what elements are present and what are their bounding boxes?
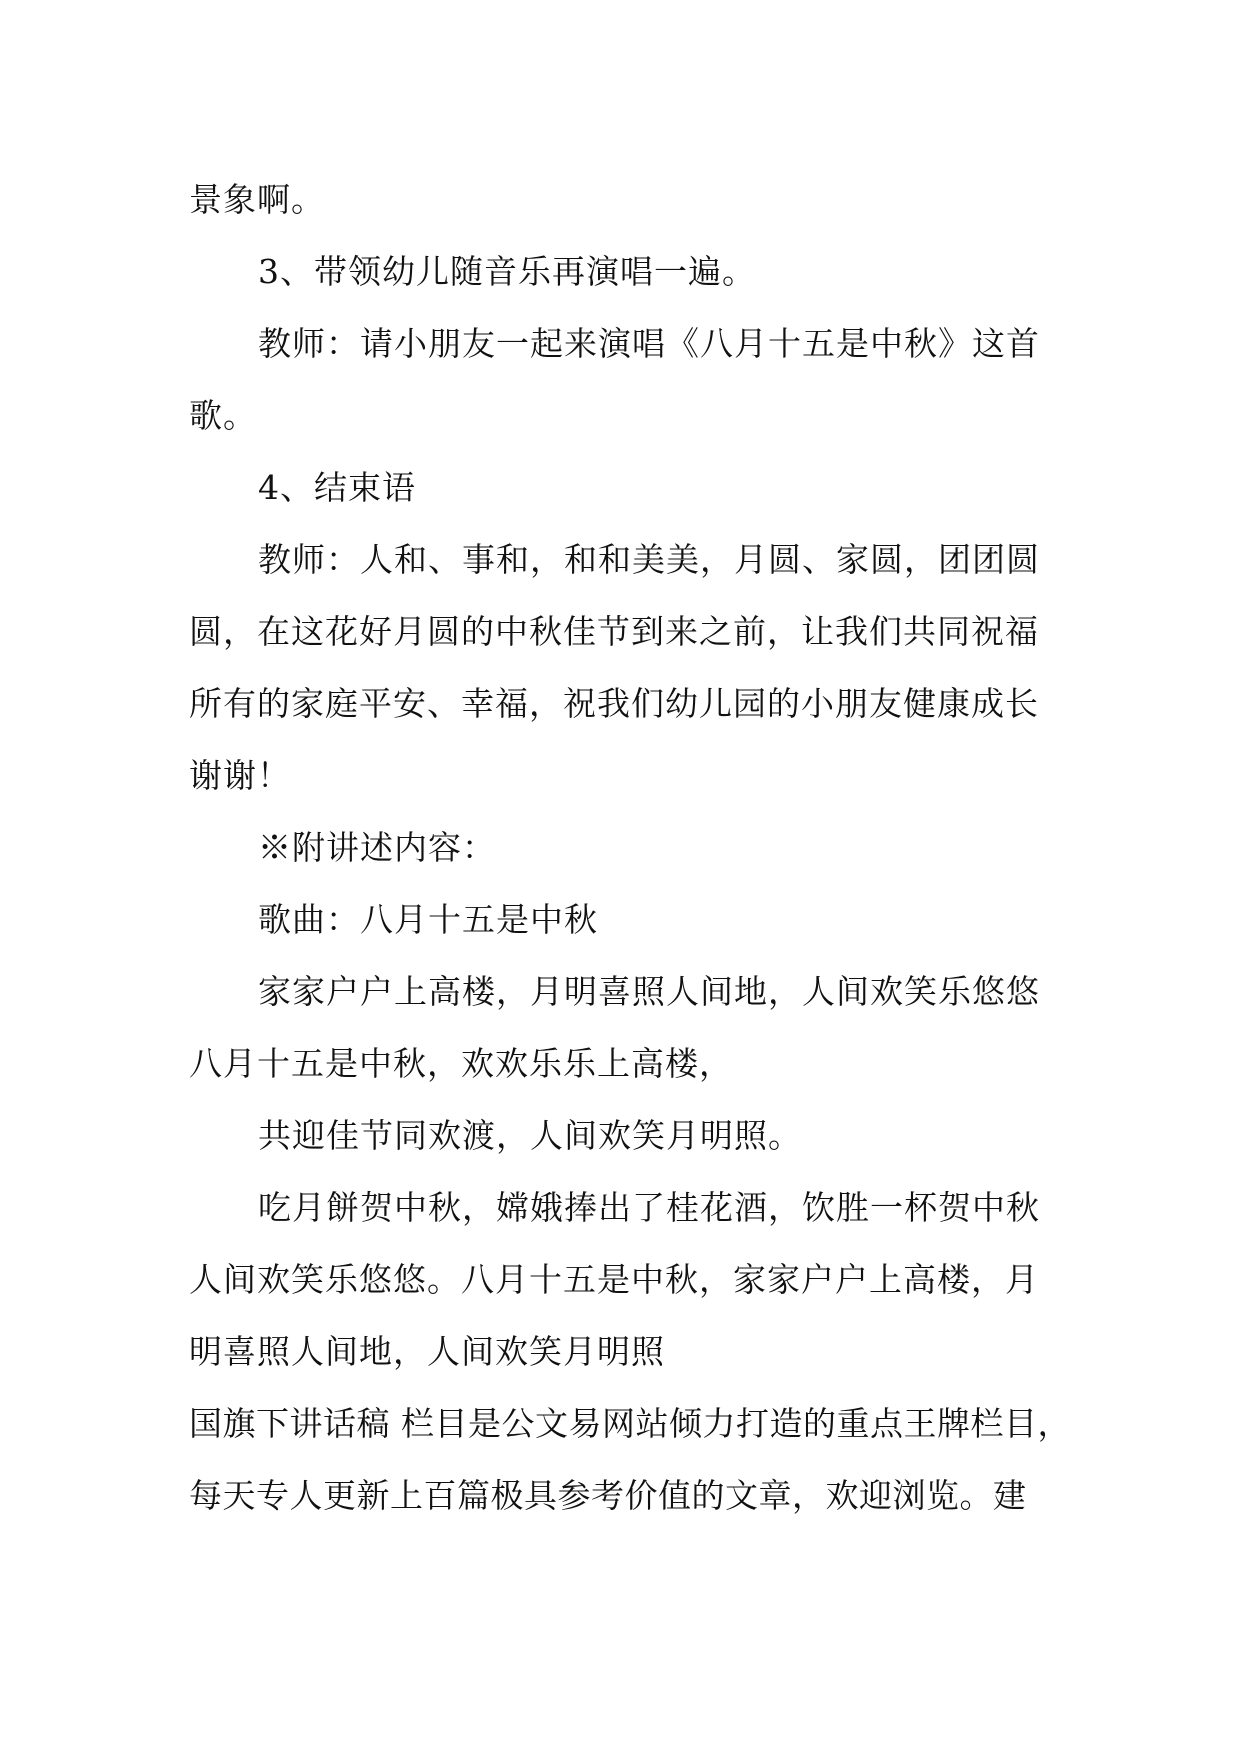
lyrics-line-3: 共迎佳节同欢渡，人间欢笑月明照。 bbox=[258, 1116, 802, 1155]
text-line-1: 景象啊。 bbox=[189, 180, 325, 219]
appendix-heading: ※附讲述内容： bbox=[258, 828, 496, 867]
lyrics-line-4: 吃月餅贺中秋，嫦娥捧出了桂花酒，饮胜一杯贺中秋 bbox=[258, 1188, 1040, 1227]
site-note-line-1: 国旗下讲话稿 栏目是公文易网站倾力打造的重点王牌栏目， bbox=[189, 1404, 1071, 1443]
text-line-9: 谢谢！ bbox=[189, 756, 291, 795]
lyrics-line-6: 明喜照人间地，人间欢笑月明照 bbox=[189, 1332, 665, 1371]
site-note-line-2: 每天专人更新上百篇极具参考价值的文章，欢迎浏览。建 bbox=[189, 1476, 1027, 1515]
text-line-4: 歌。 bbox=[189, 396, 257, 435]
text-line-6: 教师：人和、事和，和和美美，月圆、家圆，团团圆 bbox=[258, 540, 1040, 579]
text-line-3: 教师：请小朋友一起来演唱《八月十五是中秋》这首 bbox=[258, 324, 1040, 363]
text-line-7: 圆，在这花好月圆的中秋佳节到来之前，让我们共同祝福 bbox=[189, 612, 1039, 651]
lyrics-line-5: 人间欢笑乐悠悠。八月十五是中秋，家家户户上高楼，月 bbox=[189, 1260, 1039, 1299]
song-title: 歌曲：八月十五是中秋 bbox=[258, 900, 598, 939]
step-4-heading: 4、结束语 bbox=[258, 468, 416, 507]
step-3-heading: 3、带领幼儿随音乐再演唱一遍。 bbox=[258, 252, 756, 291]
lyrics-line-1: 家家户户上高楼，月明喜照人间地，人间欢笑乐悠悠 bbox=[258, 972, 1040, 1011]
lyrics-line-2: 八月十五是中秋，欢欢乐乐上高楼， bbox=[189, 1044, 733, 1083]
text-line-8: 所有的家庭平安、幸福，祝我们幼儿园的小朋友健康成长 bbox=[189, 684, 1039, 723]
